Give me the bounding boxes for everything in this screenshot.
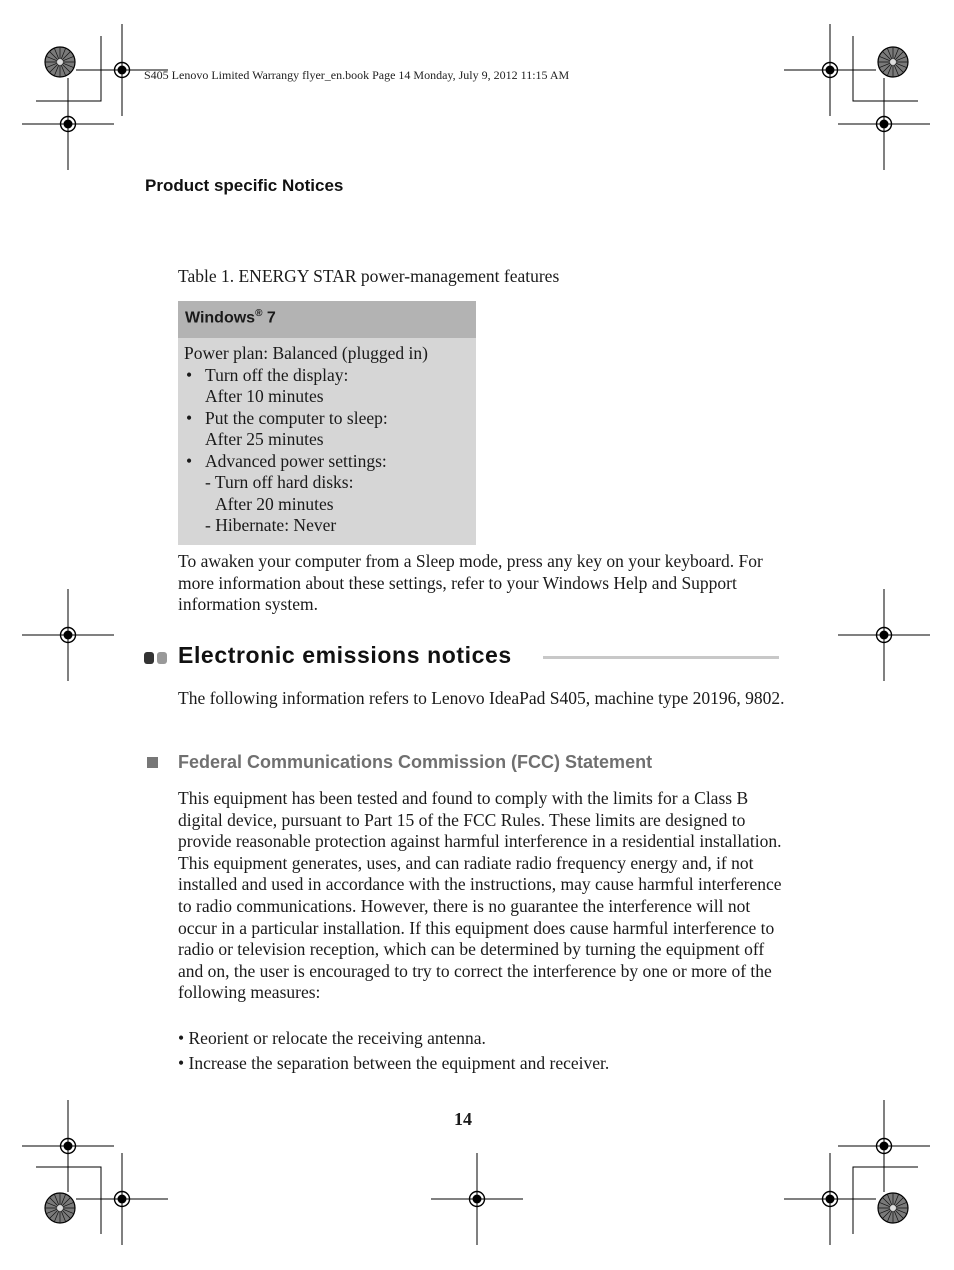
- table-caption: Table 1. ENERGY STAR power-management features: [178, 266, 560, 286]
- bullet: •: [186, 407, 193, 428]
- sub-item-value: After 20 minutes: [215, 493, 334, 514]
- bullet: •: [186, 450, 193, 471]
- fcc-heading: Federal Communications Commission (FCC) Statement: [178, 752, 653, 772]
- table-body: [178, 338, 476, 545]
- table-header-text: Windows: [185, 309, 256, 327]
- fcc-body: This equipment has been tested and found to comply with the limits for a Class B digital device, pursuant to Part 15 of the FCC Rules. These limits are designed to provide reasonable protection against harmful interference in a residential installation. This equipment generates, uses, and can radiate radio frequency energy and, if not installed and used in accordance with the instructions, may cause harmful interference to radio communications. However, there is no guarantee the interference will not occur in a particular installation. If this equipment does cause harmful interference to radio or television reception, which can be determined by turning the equipment off and on, the user is encouraged to try to correct the interference by one or more of the following measures:: [178, 788, 782, 1003]
- list-item: [184, 451, 470, 473]
- item-label: Advanced power settings:: [205, 450, 387, 471]
- list-item: • Increase the separation between the equipment and receiver.: [178, 1053, 610, 1073]
- running-head: Product specific Notices: [145, 176, 344, 195]
- print-slug: S405 Lenovo Limited Warrangy flyer_en.book Page 14 Monday, July 9, 2012 11:15 AM: [144, 68, 570, 82]
- registered-mark: ®: [255, 308, 263, 319]
- awaken-paragraph: To awaken your computer from a Sleep mode, press any key on your keyboard. For more information about these settings, refer to your Windows Help and Support information system.: [178, 551, 763, 615]
- section-title: Electronic emissions notices: [178, 642, 512, 668]
- item-value: After 25 minutes: [205, 429, 324, 449]
- list-item: [184, 365, 470, 387]
- list-item: • Reorient or relocate the receiving antenna.: [178, 1028, 486, 1048]
- page-number: 14: [454, 1109, 472, 1129]
- sub-item: - Turn off hard disks:: [205, 472, 354, 492]
- list-item: [184, 408, 470, 430]
- item-label: Put the computer to sleep:: [205, 407, 388, 428]
- section-rule: [543, 656, 779, 659]
- item-label: Turn off the display:: [205, 364, 349, 385]
- square-bullet-icon: [147, 757, 158, 768]
- table-header: [178, 301, 476, 338]
- section-marker-icon: [144, 651, 170, 669]
- power-plan: Power plan: Balanced (plugged in): [184, 343, 428, 363]
- table-header-version: 7: [262, 309, 276, 327]
- item-value: After 10 minutes: [205, 386, 324, 406]
- section-intro: The following information refers to Lenovo IdeaPad S405, machine type 20196, 9802.: [178, 688, 785, 708]
- bullet: •: [186, 364, 193, 385]
- sub-item: - Hibernate: Never: [205, 515, 337, 535]
- energy-star-table: [178, 301, 476, 545]
